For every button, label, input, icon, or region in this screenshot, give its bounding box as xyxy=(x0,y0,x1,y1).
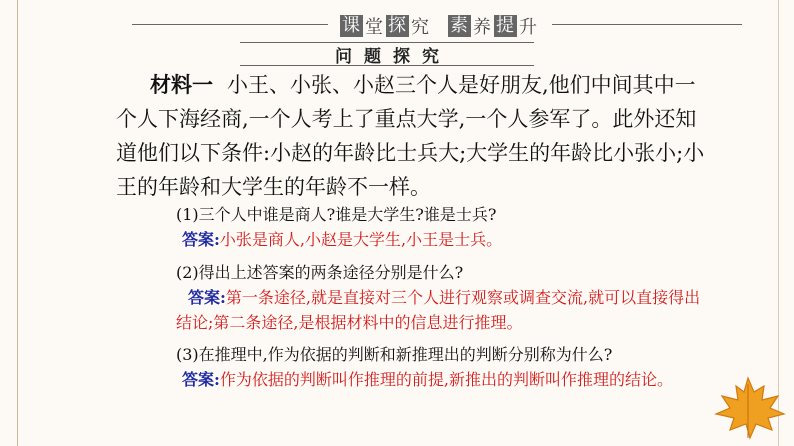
material-text: 小王、小张、小赵三个人是好朋友,他们中间其中一个人下海经商,一个人考上了重点大学,一个人参军了。此外还知道他们以下条件:小赵的年龄比士兵大;大学生的年龄比小张小;小王的年龄和大学生的年龄不一样。 xyxy=(116,73,705,199)
header-char-boxed: 素 xyxy=(450,15,469,36)
answer-1 xyxy=(176,227,736,252)
answer-text-2: 第一条途径,就是直接对三个人进行观察或调查交流,就可以直接得出结论;第二条途径,是根据材料中的信息进行推理。 xyxy=(176,288,701,332)
answer-2 xyxy=(170,285,706,335)
qa-block-1 xyxy=(176,202,736,252)
answer-label-2: 答案: xyxy=(188,288,226,307)
qa-block-2 xyxy=(176,260,736,335)
header-char-boxed: 提 xyxy=(496,15,515,36)
question-1: (1)三个人中谁是商人?谁是大学生?谁是士兵? xyxy=(176,205,497,224)
header-char-boxed: 探 xyxy=(388,15,407,36)
material-label: 材料一 xyxy=(150,72,213,97)
maple-leaf-icon xyxy=(708,376,788,440)
answer-label-1: 答案: xyxy=(182,230,220,249)
header-char: 升 xyxy=(519,17,538,38)
header-char: 究 xyxy=(411,17,430,38)
question-3: (3)在推理中,作为依据的判断和新推理出的判断分别称为什么? xyxy=(176,345,613,364)
material-paragraph xyxy=(116,68,716,204)
header-rule-left xyxy=(132,24,328,25)
left-margin-line xyxy=(17,0,18,446)
header-char-boxed: 课 xyxy=(342,15,361,36)
section-heading-bar xyxy=(240,42,534,66)
header-char: 养 xyxy=(473,17,492,38)
answer-3 xyxy=(176,367,772,392)
qa-block-3 xyxy=(176,342,736,392)
answer-text-1: 小张是商人,小赵是大学生,小王是士兵。 xyxy=(219,230,503,249)
question-2: (2)得出上述答案的两条途径分别是什么? xyxy=(176,263,464,282)
section-title: 问题探究 xyxy=(335,46,451,67)
header-rule-right xyxy=(552,24,742,25)
answer-label-3: 答案: xyxy=(182,370,220,389)
header-title xyxy=(340,13,538,39)
header-char: 堂 xyxy=(365,17,384,38)
answer-text-3: 作为依据的判断叫作推理的前提,新推出的判断叫作推理的结论。 xyxy=(219,370,674,389)
